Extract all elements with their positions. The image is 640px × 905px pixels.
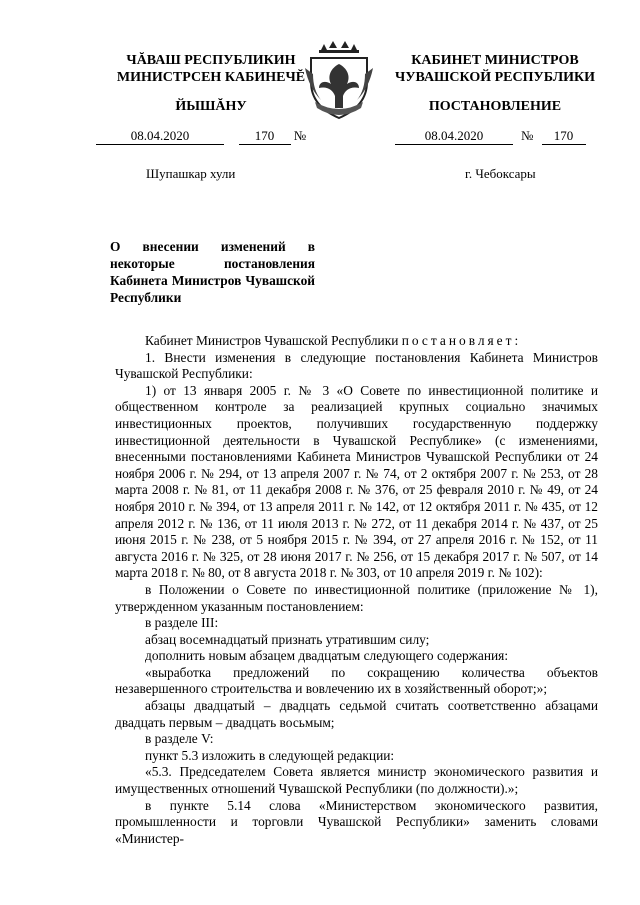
paragraph-12: в пункте 5.14 слова «Министерством экономического развития, промышленности и торговли Чувашской Республики» заменить словами «Министер-: [115, 797, 598, 846]
number-sign-right: №: [521, 128, 534, 143]
header-left: [100, 52, 322, 86]
date-right: 08.04.2020: [395, 128, 513, 145]
header-right-doc-type: ПОСТАНОВЛЕНИЕ: [428, 99, 562, 114]
paragraph-4: в разделе III:: [145, 615, 219, 631]
paragraph-3: в Положении о Совете по инвестиционной политике (приложение № 1), утвержденном указанным постановлением:: [115, 581, 598, 614]
date-number-right: [395, 128, 586, 146]
header-right-line1: КАБИНЕТ МИНИСТРОВ: [411, 53, 579, 68]
emblem-icon: [301, 38, 377, 120]
number-sign-left: №: [293, 128, 307, 143]
number-left: 170: [239, 128, 291, 145]
intro-verb: постановляет:: [401, 333, 522, 348]
date-number-left: [96, 128, 306, 146]
paragraph-7: «выработка предложений по сокращению количества объектов незавершенного строительства и вовлечению их в хозяйственный оборот;»;: [115, 664, 598, 697]
number-right: 170: [542, 128, 586, 145]
document-title: О внесении изменений в некоторые постановления Кабинета Министров Чувашской Республики: [110, 239, 315, 305]
paragraph-9: в разделе V:: [145, 731, 214, 747]
paragraph-10: пункт 5.3 изложить в следующей редакции:: [145, 747, 395, 763]
header-left-doc-type: ЙЫШĂНУ: [175, 99, 247, 114]
intro-paragraph: [115, 333, 598, 350]
header-left-line1: ЧĂВАШ РЕСПУБЛИКИН: [126, 53, 296, 68]
city-left: Шупашкар хули: [146, 166, 236, 181]
header-right: [380, 52, 610, 86]
paragraph-8: абзацы двадцатый – двадцать седьмой считать соответственно абзацами двадцать первым – двадцать восьмым;: [115, 698, 598, 730]
date-left: 08.04.2020: [96, 128, 224, 145]
paragraph-2: 1) от 13 января 2005 г. № 3 «О Совете по инвестиционной политике и общественном контроле за реализацией крупных социально значимых инвестиционных проектов, получивших государственную поддержку инвестиционной деятельности в Чувашской Республике» (с изменениями, внесенными постановлениями Кабинета Министров Чувашской Республики от 24 ноября 2006 г. № 294, от 13 апреля 2007 г. № 74, от 2 октября 2007 г. № 253, от 28 марта 2008 г. № 81, от 11 декабря 2008 г. № 376, от 25 февраля 2010 г. № 49, от 24 ноября 2010 г. № 394, от 13 апреля 2011 г. № 142, от 12 октября 2011 г. № 435, от 12 апреля 2012 г. № 136, от 11 июля 2013 г. № 272, от 11 декабря 2014 г. № 437, от 25 июня 2015 г. № 238, от 5 ноября 2015 г. № 394, от 27 апреля 2016 г. № 152, от 11 августа 2016 г. № 325, от 28 июня 2017 г. № 256, от 15 декабря 2017 г. № 507, от 14 марта 2018 г. № 80, от 8 августа 2018 г. № 303, от 10 апреля 2019 г. № 102):: [115, 382, 598, 581]
paragraph-1: 1. Внести изменения в следующие постановления Кабинета Министров Чувашской Республики:: [115, 349, 598, 382]
paragraph-6: дополнить новым абзацем двадцатым следующего содержания:: [145, 648, 509, 664]
document-body: [115, 333, 598, 847]
city-right: г. Чебоксары: [465, 166, 536, 181]
header-right-line2: ЧУВАШСКОЙ РЕСПУБЛИКИ: [394, 70, 596, 85]
paragraph-5: абзац восемнадцатый признать утратившим силу;: [145, 631, 430, 647]
paragraph-11: «5.3. Председателем Совета является министр экономического развития и имущественных отношений Чувашской Республики (по должности).»;: [115, 764, 598, 797]
intro-text: Кабинет Министров Чувашской Республики: [145, 333, 399, 348]
header-left-line2: МИНИСТРСЕН КАБИНЕЧĔ: [116, 70, 306, 85]
